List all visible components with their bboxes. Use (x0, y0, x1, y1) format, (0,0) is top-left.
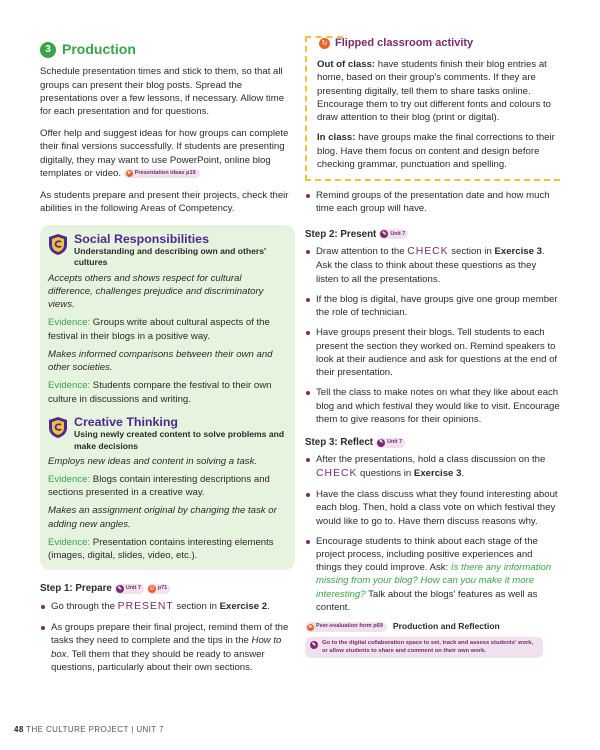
creative-title: Creative Thinking (74, 414, 178, 429)
step3-heading: Step 3: Reflect ✎ Unit 7 (305, 436, 560, 450)
creative-subtitle: Using newly created content to solve problems and make decisions (74, 429, 285, 451)
step2-list (305, 245, 560, 426)
list-item: Have the class discuss what they found interesting about each blog. Then, hold a class vote on which festival they would like to go to. Have them discuss reasons why. (305, 488, 560, 528)
social-evidence-2: Evidence: Students compare the festival to their own culture in discussions and writing. (48, 380, 272, 405)
flip-icon: ↻ (319, 38, 330, 49)
social-heading (48, 233, 287, 269)
creative-evidence-2: Evidence: Presentation contains interesting elements (images, digital, slides, video, etc.). (48, 536, 274, 562)
arrow-icon: ➤ (127, 169, 132, 176)
list-item: Encourage students to think about each stage of the project process, including positive experiences and things they could improve. Ask: Is there any information missing from your blog? How can you make it more interesting? Talk about the blogs' features as well as content. (305, 535, 560, 614)
left-column (40, 40, 295, 681)
digital-icon: ✎ (311, 641, 317, 648)
social-indicator-2: Makes informed comparisons between their own and other societies. (48, 348, 273, 374)
remind-list (305, 189, 560, 215)
production-paragraph-2: Offer help and suggest ideas for how groups can complete their final versions successfully. If students are presenting digitally, they may want to use PowerPoint, online blog templates or video. ➤ Presentation ideas p19 (40, 128, 289, 179)
flipped-classroom-box (305, 36, 560, 181)
creative-heading (48, 416, 287, 452)
social-title: Social Responsibilities (74, 231, 209, 246)
book-icon: ✎ (378, 439, 384, 446)
unit-tag[interactable]: ✎ Unit 7 (376, 438, 405, 448)
list-item: Have groups present their blogs. Tell students to each present the section they worked on. Remind speakers to look at their audience and ask for questions at the end of their presentation. (305, 326, 560, 379)
list-item: Draw attention to the CHECK section in Exercise 3. Ask the class to think about these questions as they listen to all the presentations. (305, 245, 560, 286)
peer-evaluation-label: Production and Reflection (392, 621, 500, 632)
book-icon: ✎ (382, 230, 387, 237)
book-icon: ✎ (117, 585, 122, 592)
creative-evidence-1: Evidence: Blogs contain interesting descriptions and sections presented in a creative way. (48, 473, 270, 499)
page-footer: 48 THE CULTURE PROJECT | UNIT 7 (14, 725, 164, 734)
step2-heading: Step 2: Present ✎ Unit 7 (305, 228, 560, 242)
in-class: In class: have groups make the final corrections to their blog. Have them focus on content and design before checking grammar, punctuation and spelling. (317, 132, 555, 170)
page-tag[interactable]: ☉ p71 (147, 584, 170, 594)
step3-list (305, 453, 560, 614)
step1-list (40, 600, 295, 674)
social-subtitle: Understanding and describing own and others' cultures (74, 246, 267, 268)
competency-box (40, 225, 295, 571)
peer-evaluation-line (305, 621, 560, 633)
arrow-icon: ➤ (308, 623, 313, 630)
list-item: After the presentations, hold a class discussion on the CHECK questions in Exercise 3. (305, 453, 560, 481)
out-of-class: Out of class: have students finish their blog entries at home, based on their group's comments. If they are presenting digitally, tell them to share tasks online. Encourage them to try out different fonts and colours to draw attention to their blog (print or digital). (317, 59, 551, 124)
social-evidence-1: Evidence: Groups write about cultural aspects of the festival in their blogs in a positive way. (48, 317, 270, 342)
list-item: Go through the PRESENT section in Exercise 2. (40, 600, 295, 614)
target-icon: ☉ (149, 585, 155, 592)
presentation-ideas-link[interactable]: ➤ Presentation ideas p19 (124, 169, 200, 179)
production-heading (40, 40, 295, 59)
section-number: 3 (40, 42, 56, 58)
step1-heading: Step 1: Prepare ✎ Unit 7 ☉ p71 (40, 582, 295, 596)
unit-tag[interactable]: ✎ Unit 7 (379, 229, 408, 239)
list-item: Tell the class to make notes on what they like about each blog and which festival they would like to visit. Encourage them to give reasons for their opinions. (305, 386, 560, 426)
list-item: As groups prepare their final project, remind them of the tasks they need to complete and the tips in the How to box. Tell them that they should be ready to answer questions, particularly about their own sections. (40, 621, 295, 674)
creative-indicator-1: Employs new ideas and content in solving a task. (48, 455, 258, 467)
shield-icon (48, 416, 68, 439)
creative-indicator-2: Makes an assignment original by changing the task or adding new angles. (48, 505, 277, 530)
social-indicator-1: Accepts others and shows respect for cultural difference, challenges prejudice and discriminatory views. (48, 272, 264, 311)
digital-note[interactable]: ✎ Go to the digital collaboration space to set, track and assess students' work, or allow students to share and comment on their own work. (305, 637, 543, 658)
production-paragraph-1: Schedule presentation times and stick to them, so that all groups can present their blog posts. Spread the presentations over a few lessons, if necessary. Allow time for each presentation and for questions. (40, 66, 285, 118)
right-column (305, 36, 560, 658)
unit-tag[interactable]: ✎ Unit 7 (115, 584, 144, 594)
list-item: Remind groups of the presentation date and how much time each group will have. (305, 189, 560, 215)
flipped-heading: ↻ Flipped classroom activity (317, 36, 560, 51)
production-title: Production (62, 41, 136, 57)
peer-evaluation-link[interactable]: ➤ Peer-evaluation form p69 (305, 622, 387, 632)
list-item: If the blog is digital, have groups give one group member the role of technician. (305, 293, 560, 319)
production-paragraph-3: As students prepare and present their projects, check their abilities in the following Areas of Competency. (40, 190, 289, 215)
shield-icon (48, 233, 68, 256)
